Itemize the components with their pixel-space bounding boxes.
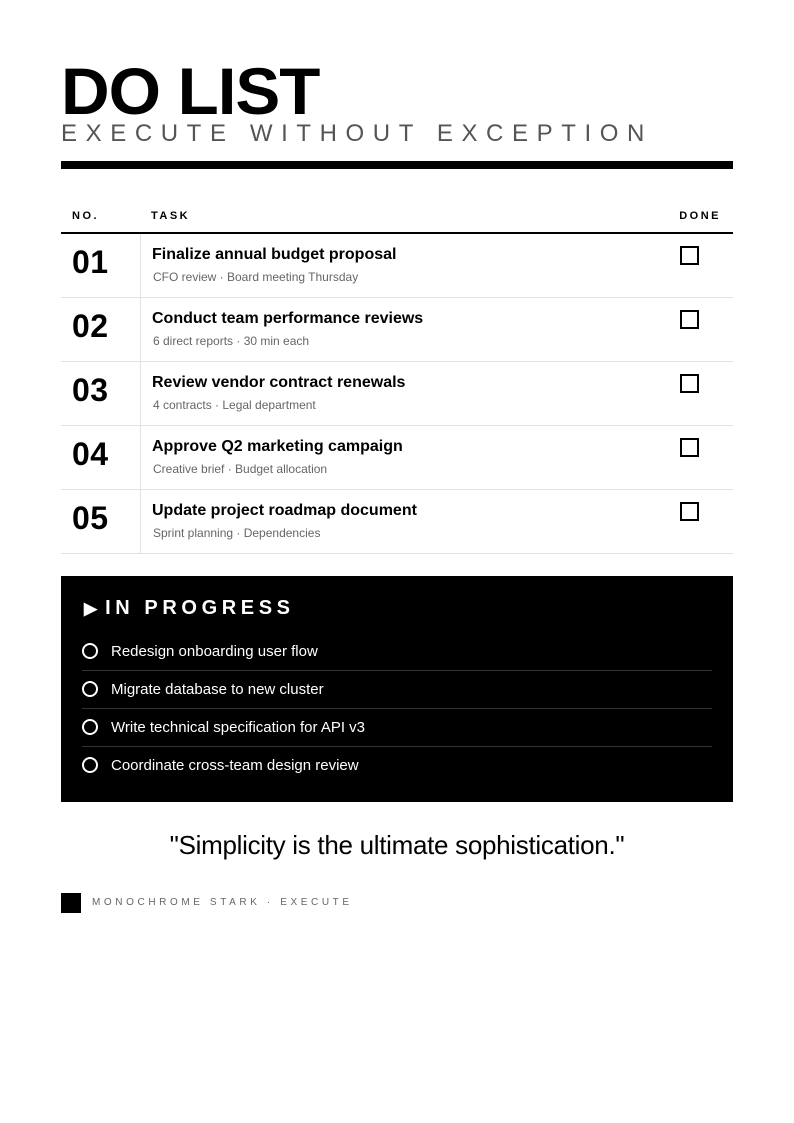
table-row [61, 362, 733, 426]
circle-radio-icon[interactable] [82, 757, 98, 773]
done-checkbox[interactable] [680, 438, 699, 457]
task-title: Update project roadmap document [152, 502, 417, 519]
row-number: 03 [72, 372, 109, 408]
task-meta: CFO review · Board meeting Thursday [153, 270, 359, 284]
list-item-label: Write technical specification for API v3 [111, 719, 366, 736]
circle-radio-icon[interactable] [82, 681, 98, 697]
row-number-cell [61, 298, 141, 361]
task-title: Review vendor contract renewals [152, 374, 406, 391]
row-number: 05 [72, 500, 109, 536]
page-title: DO LIST [61, 54, 320, 128]
done-checkbox[interactable] [680, 246, 699, 265]
column-header-done: DONE [679, 210, 721, 222]
task-meta: Sprint planning · Dependencies [153, 526, 321, 540]
row-number-cell [61, 426, 141, 489]
footer-square-icon [61, 893, 81, 913]
task-title: Conduct team performance reviews [152, 310, 424, 327]
done-checkbox[interactable] [680, 310, 699, 329]
done-checkbox[interactable] [680, 374, 699, 393]
row-number-cell [61, 234, 141, 297]
table-row [61, 234, 733, 298]
task-meta: Creative brief · Budget allocation [153, 462, 328, 476]
task-meta: 6 direct reports · 30 min each [153, 334, 310, 348]
task-table [61, 234, 733, 554]
row-number: 01 [72, 244, 109, 280]
list-item [82, 709, 712, 747]
row-number: 02 [72, 308, 109, 344]
row-number-cell [61, 362, 141, 425]
table-header [61, 208, 733, 234]
row-number-cell [61, 490, 141, 553]
page-subtitle: EXECUTE WITHOUT EXCEPTION [61, 120, 653, 147]
in-progress-panel [61, 576, 733, 802]
table-row [61, 426, 733, 490]
row-number: 04 [72, 436, 109, 472]
footer-text: MONOCHROME STARK · EXECUTE [92, 897, 353, 908]
task-title: Approve Q2 marketing campaign [152, 438, 403, 455]
column-header-no: NO. [72, 210, 100, 222]
header-divider [61, 161, 733, 169]
done-checkbox[interactable] [680, 502, 699, 521]
in-progress-heading-label: IN PROGRESS [105, 597, 295, 619]
list-item [82, 633, 712, 671]
table-row [61, 298, 733, 362]
list-item-label: Coordinate cross-team design review [111, 757, 359, 774]
table-row [61, 490, 733, 554]
column-header-task: TASK [151, 210, 191, 222]
quote: "Simplicity is the ultimate sophistication." [169, 830, 625, 860]
list-item [82, 747, 712, 784]
in-progress-list [82, 633, 712, 784]
circle-radio-icon[interactable] [82, 719, 98, 735]
list-item-label: Redesign onboarding user flow [111, 643, 318, 660]
task-title: Finalize annual budget proposal [152, 246, 397, 263]
circle-radio-icon[interactable] [82, 643, 98, 659]
list-item-label: Migrate database to new cluster [111, 681, 324, 698]
play-triangle-icon: ▶ [84, 599, 98, 618]
list-item [82, 671, 712, 709]
task-meta: 4 contracts · Legal department [153, 398, 316, 412]
in-progress-heading [84, 597, 295, 620]
